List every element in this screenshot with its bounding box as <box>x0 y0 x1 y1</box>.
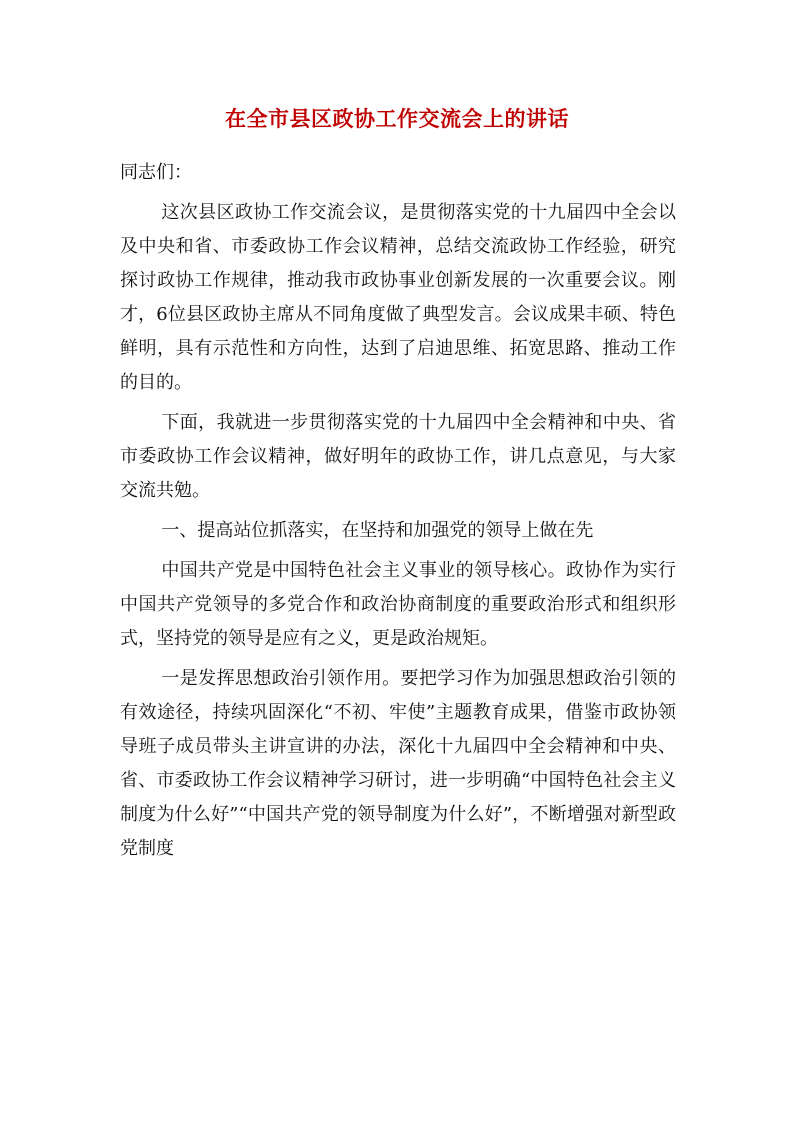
paragraph: 中国共产党是中国特色社会主义事业的领导核心。政协作为实行中国共产党领导的多党合作和政治协商制度的重要政治形式和组织形式，坚持党的领导是应有之义，更是政治规矩。 <box>120 560 676 649</box>
section-heading: 一、提高站位抓落实，在坚持和加强党的领导上做在先 <box>161 520 594 541</box>
paragraph: 这次县区政协工作交流会议，是贯彻落实党的十九届四中全会以及中央和省、市委政协工作会议精神，总结交流政协工作经验，研究探讨政协工作规律，推动我市政协事业创新发展的一次重要会议。刚才，6位县区政协主席从不同角度做了典型发言。会议成果丰硕、特色鲜明，具有示范性和方向性，达到了启迪思维、拓宽思路、推动工作的目的。 <box>120 202 676 393</box>
document-body <box>120 156 676 872</box>
paragraph: 下面，我就进一步贯彻落实党的十九届四中全会精神和中央、省市委政协工作会议精神，做好明年的政协工作，讲几点意见，与大家交流共勉。 <box>120 412 676 501</box>
document-title: 在全市县区政协工作交流会上的讲话 <box>225 106 569 131</box>
paragraph: 一是发挥思想政治引领作用。要把学习作为加强思想政治引领的有效途径，持续巩固深化“不初、牢使”主题教育成果，借鉴市政协领导班子成员带头主讲宣讲的办法，深化十九届四中全会精神和中央、省、市委政协工作会议精神学习研讨，进一步明确“中国特色社会主义制度为什么好”“中国共产党的领导制度为什么好”，不断增强对新型政党制度 <box>120 668 676 859</box>
salutation: 同志们： <box>120 162 192 183</box>
